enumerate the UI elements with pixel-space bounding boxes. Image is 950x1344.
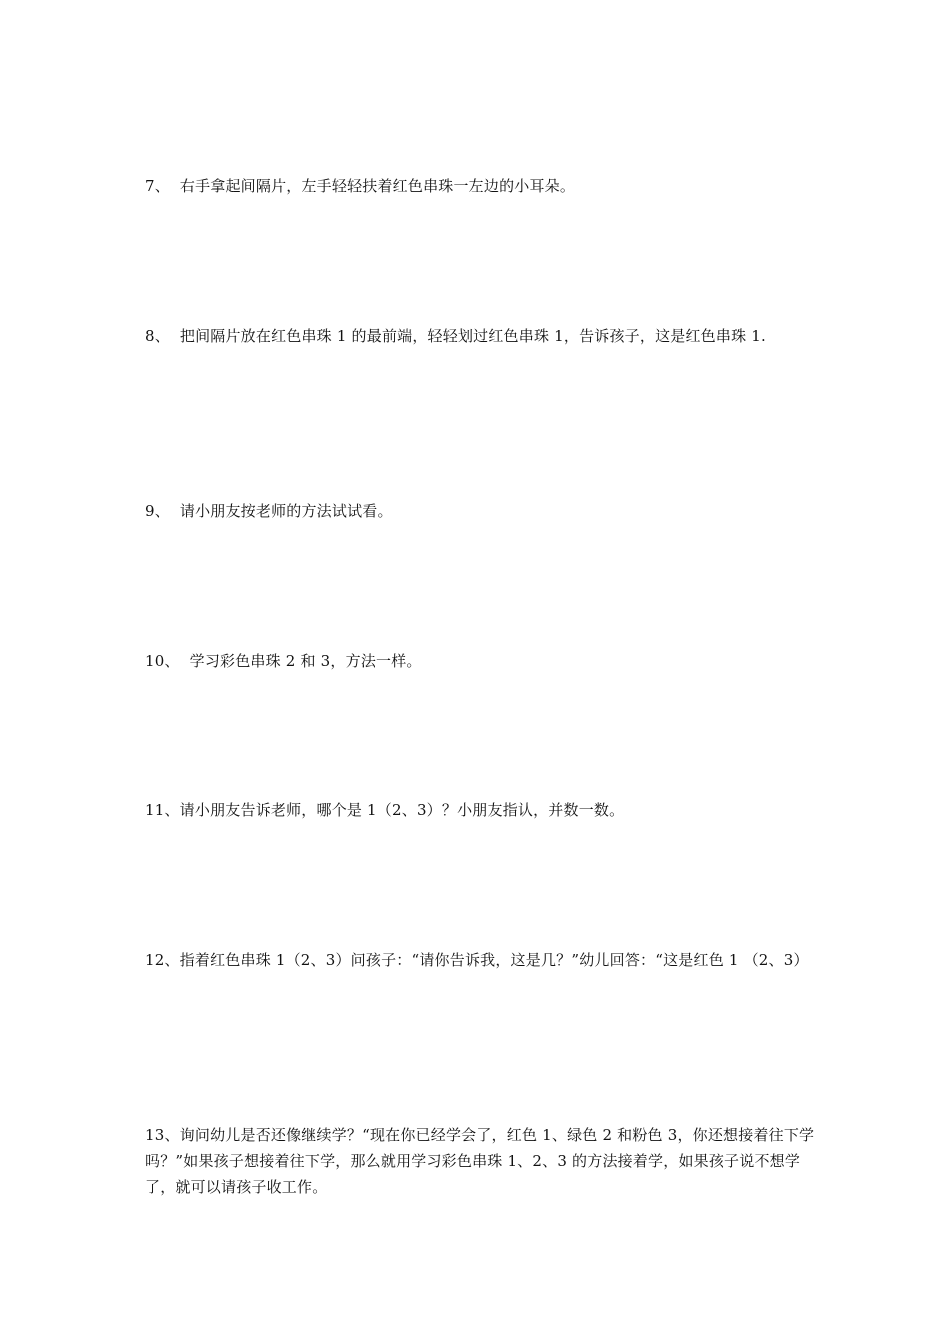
step-11-paragraph: 11、请小朋友告诉老师，哪个是 1（2、3）？小朋友指认，并数一数。 <box>145 801 625 819</box>
step-7-paragraph: 7、 右手拿起间隔片，左手轻轻扶着红色串珠一左边的小耳朵。 <box>145 177 576 195</box>
step-9-paragraph: 9、 请小朋友按老师的方法试试看。 <box>145 502 393 520</box>
step-10-paragraph: 10、 学习彩色串珠 2 和 3，方法一样。 <box>145 652 422 670</box>
step-12-paragraph: 12、指着红色串珠 1（2、3）问孩子：“请你告诉我，这是几？”幼儿回答：“这是红色 1 （2、3） <box>145 951 809 969</box>
step-8-paragraph: 8、 把间隔片放在红色串珠 1 的最前端，轻轻划过红色串珠 1，告诉孩子，这是红色串珠 1. <box>145 327 766 345</box>
step-13-paragraph: 13、询问幼儿是否还像继续学？“现在你已经学会了，红色 1、绿色 2 和粉色 3，你还想接着往下学吗？”如果孩子想接着往下学，那么就用学习彩色串珠 1、2、3 的方法接着学，如果孩子说不想学了，就可以请孩子收工作。 <box>145 1126 815 1196</box>
